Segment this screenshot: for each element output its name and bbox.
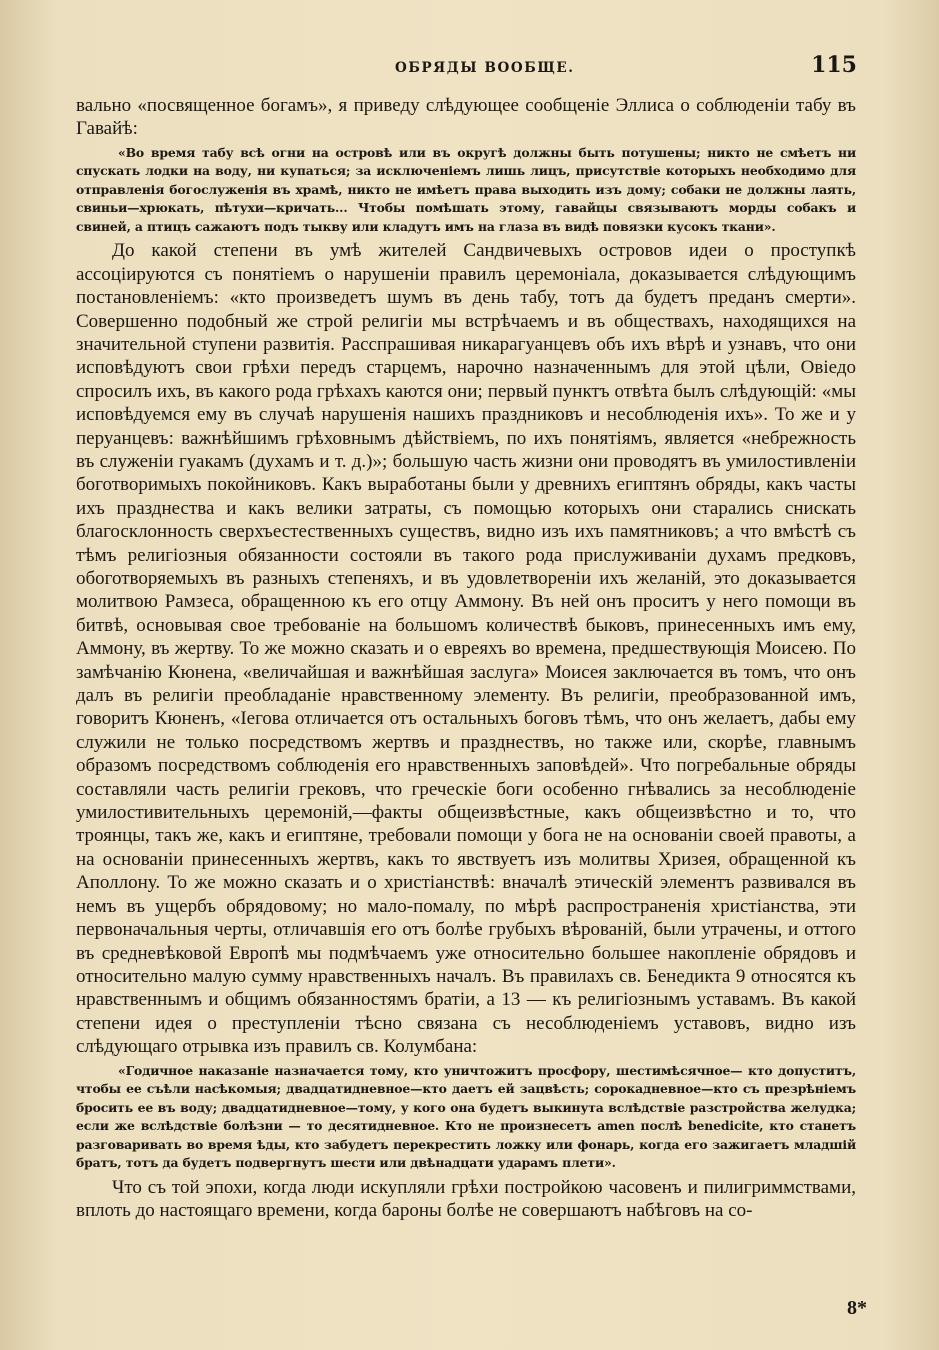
paragraph-intro: вально «посвященное богамъ», я приведу слѣдующее сообщеніе Эллиса о соблюденіи табу въ Гавайѣ: (76, 95, 856, 140)
running-head: ОБРЯДЫ ВООБЩЕ. (395, 60, 575, 76)
page-header (0, 52, 939, 82)
paragraph-closing: Что съ той эпохи, когда люди искупляли грѣхи постройкою часовенъ и пилигриммствами, вплоть до настоящаго времени, когда бароны болѣе не совершаютъ набѣговъ на со- (76, 1176, 856, 1221)
quote-columban: «Годичное наказаніе назначается тому, кто уничтожитъ просфору, шестимѣсячное— кто допуститъ, чтобы ее съѣли насѣкомыя; двадцатидневное—кто даетъ ей зацвѣсть; сорокадневное—кто съ презрѣніемъ бросить ее въ воду; двадцатидневное—тому, у кого она будетъ выкинута вслѣдствіе разстройства желудка; если же вслѣдствіе болѣзни — то десятидневное. Кто не произнесетъ amen послѣ benedicite, кто станетъ разговаривать во время ѣды, кто забудетъ перекрестить ложку или фонарь, когда его зажигаетъ младшій братъ, тотъ да будетъ подвергнутъ шести или двѣнадцати ударамъ плети». (76, 1062, 856, 1171)
signature-mark: 8* (847, 1297, 867, 1319)
quote-ellis: «Во время табу всѣ огни на островѣ или въ округѣ должны быть потушены; никто не смѣетъ ни спускать лодки на воду, ни купаться; за исключеніемъ лишь лицъ, присутствіе которыхъ необходимо для отправленія богослуженія въ храмѣ, никто не имѣетъ права выходить изъ дому; собаки не должны лаять, свиньи—хрюкать, пѣтухи—кричать... Чтобы помѣшать этому, гавайцы связываютъ морды собакъ и свиней, а птицъ сажаютъ подъ тыкву или кладутъ имъ на глаза въ видѣ повязки кусокъ ткани». (76, 144, 856, 234)
page-body (76, 94, 856, 1222)
page-number: 115 (811, 52, 857, 78)
paragraph-main: До какой степени въ умѣ жителей Сандвичевыхъ островов идеи о проступкѣ ассоціируются съ понятіемъ о нарушеніи правилъ церемоніала, доказывается слѣдующимъ постановленіемъ: «кто произведетъ шумъ въ день табу, тотъ да будетъ преданъ смерти». Совершенно подобный же строй религіи мы встрѣчаемъ и въ обществахъ, находящихся на значительной ступени развитія. Расспрашивая никарагуанцевъ объ ихъ вѣрѣ и узнавъ, что они исповѣдуютъ свои грѣхи передъ старцемъ, нарочно назначеннымъ для этой цѣли, Овіедо спросилъ ихъ, въ какого рода грѣхахъ каются они; первый пунктъ отвѣта былъ слѣдующій: «мы исповѣдуемся ему въ случаѣ нарушенія нашихъ праздниковъ и несоблюденія ихъ». То же и у перуанцевъ: важнѣйшимъ грѣховнымъ дѣйствіемъ, по ихъ понятіямъ, является «небрежность въ служеніи гуакамъ (духамъ и т. д.)»; большую часть жизни они проводятъ въ умилостивленіи боготворимыхъ покойниковъ. Какъ выработаны были у древнихъ египтянъ обряды, какъ часты ихъ празднества и какъ велики затраты, съ помощью которыхъ они старались снискать благосклонность сверхъестественныхъ существъ, видно изъ ихъ памятниковъ; а что вмѣстѣ съ тѣмъ религіозныя обязанности состояли въ такого рода прислуживаніи духамъ предковъ, обоготворяемыхъ въ разныхъ степеняхъ, и въ удовлетвореніи ихъ желаній, это доказывается молитвою Рамзеса, обращенною къ его отцу Аммону. Въ ней онъ проситъ у него помощи въ битвѣ, основывая свое требованіе на большомъ количествѣ быковъ, принесенныхъ имъ ему, Аммону, въ жертву. То же можно сказать и о евреяхъ во времена, предшествующія Моисею. По замѣчанію Кюнена, «величайшая и важнѣйшая заслуга» Моисея заключается въ томъ, что онъ далъ въ религіи преобладаніе нравственному элементу. Въ религіи, преобразованной имъ, говоритъ Кюненъ, «Іегова отличается отъ остальныхъ боговъ тѣмъ, что онъ желаетъ, дабы ему служили не только посредствомъ жертвъ и празднествъ, но также или, скорѣе, главнымъ образомъ посредствомъ соблюденія его нравственныхъ заповѣдей». Что погребальные обряды составляли часть религіи грековъ, что греческіе боги особенно гнѣвались за несоблюденіе умилостивительныхъ церемоній,—факты общеизвѣстные, какъ общеизвѣстно и то, что троянцы, такъ же, какъ и египтяне, требовали помощи у бога не на основаніи своей правоты, а на основаніи принесенныхъ жертвъ, какъ то явствуетъ изъ молитвы Хризея, обращенной къ Аполлону. То же можно сказать и о христіанствѣ: вначалѣ этическій элементъ развивался въ немъ въ ущербъ обрядовому; но мало-помалу, по мѣрѣ распространенія христіанства, эти первоначальныя черты, отличавшія его отъ болѣе грубыхъ вѣрованій, были утрачены, и оттого въ средневѣковой Европѣ мы подмѣчаемъ уже относительно большее накопленіе обрядовъ и относительно малую сумму нравственныхъ началъ. Въ правилахъ св. Бенедикта 9 относятся къ нравственнымъ и общимъ обязанностямъ братіи, а 13 — къ религіознымъ уставамъ. Въ какой степени идея о преступленіи тѣсно связана съ несоблюденіемъ уставовъ, видно изъ слѣдующаго отрывка изъ правилъ св. Колумбана: (76, 240, 856, 1058)
